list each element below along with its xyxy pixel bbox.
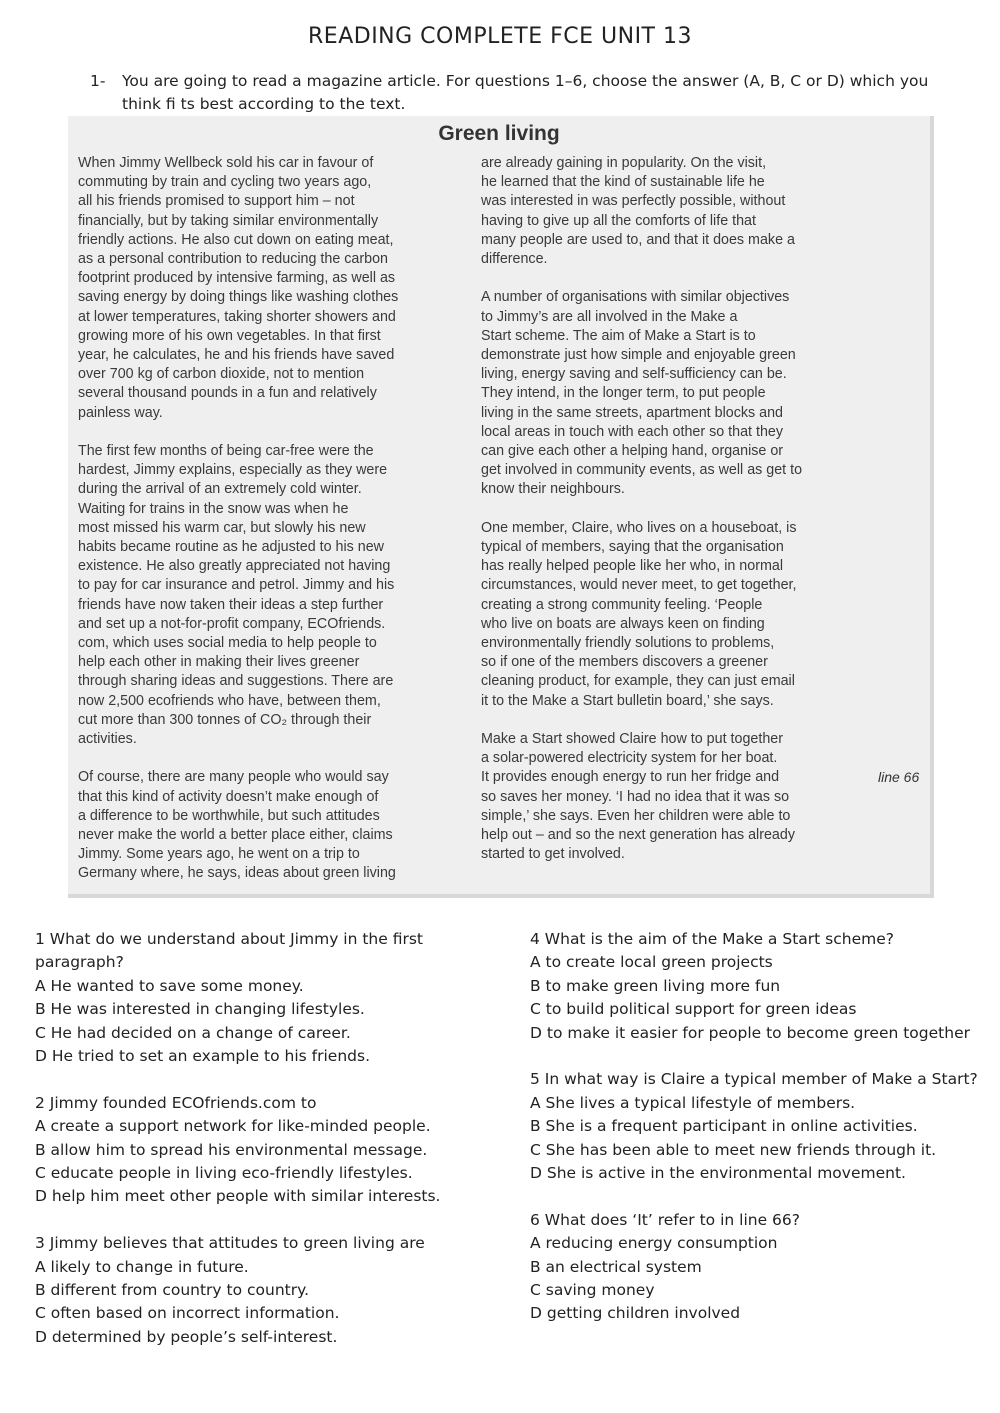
line-reference: line 66 [878, 769, 920, 785]
article-column-left [78, 154, 468, 903]
answer-option: D He tried to set an example to his friends. [35, 1047, 370, 1066]
questions-column-right [530, 928, 1000, 1349]
instruction-text: You are going to read a magazine article. For questions 1–6, choose the answer (A, B, C or D) which you think fi ts best according to the text. [122, 72, 929, 113]
question-stem: 2 Jimmy founded ECOfriends.com to [35, 1093, 317, 1112]
answer-option: B He was interested in changing lifestyles. [35, 1000, 365, 1019]
answer-option: C educate people in living eco-friendly lifestyles. [35, 1164, 413, 1183]
answer-option: D determined by people’s self-interest. [35, 1327, 338, 1346]
question [35, 928, 505, 1068]
article-box [68, 116, 934, 898]
answer-option: A to create local green projects [530, 953, 773, 972]
questions-column-left [35, 928, 505, 1373]
answer-option: C He had decided on a change of career. [35, 1023, 351, 1042]
answer-option: C often based on incorrect information. [35, 1304, 340, 1323]
answer-option: C saving money [530, 1281, 655, 1300]
question-stem: 3 Jimmy believes that attitudes to green living are [35, 1234, 425, 1253]
article-paragraph: A number of organisations with similar objectives to Jimmy’s are all involved in the Make a Start scheme. The aim of Make a Start is to demonstrate just how simple and enjoyable green living, energy saving and self-sufficiency can be. They intend, in the longer term, to put people living in the same streets, apartment blocks and local areas in touch with each other so that they can give each other a helping hand, organise or get involved in community events, as well as get to know their neighbours. [481, 289, 803, 498]
article-paragraph: Of course, there are many people who would say that this kind of activity doesn’t make enough of a difference to be worthwhile, but such attitudes never make the world a better place either, claims Jimmy. Some years ago, he went on a trip to Germany where, he says, ideas about green living [78, 769, 396, 882]
article-paragraph: The first few months of being car-free were the hardest, Jimmy explains, especially as they were during the arrival of an extremely cold winter. Waiting for trains in the snow was when he most missed his warm car, but slowly his new habits became routine as he adjusted to his new existence. He also greatly appreciated not having to pay for car insurance and petrol. Jimmy and his friends have now taken their ideas a step further and set up a not-for-profit company, ECOfriends. com, which uses social media to help people to help each other in making their lives greener through sharing ideas and suggestions. There are now 2,500 ecofriends who have, between them, cut more than 300 tonnes of CO₂ through their activities. [78, 443, 395, 748]
question [530, 1068, 1000, 1185]
question-stem: 1 What do we understand about Jimmy in the first paragraph? [35, 930, 423, 972]
answer-option: D to make it easier for people to become green together [530, 1023, 970, 1042]
article-paragraph: are already gaining in popularity. On the visit, he learned that the kind of sustainable life he was interested in was perfectly possible, without having to give up all the comforts of life that many people are used to, and that it does make a difference. [481, 155, 795, 268]
answer-option: C to build political support for green ideas [530, 1000, 857, 1019]
question [35, 1232, 505, 1349]
answer-option: A create a support network for like-minded people. [35, 1117, 431, 1136]
question-stem: 6 What does ‘It’ refer to in line 66? [530, 1210, 800, 1229]
answer-option: B allow him to spread his environmental message. [35, 1140, 428, 1159]
article-title: Green living [438, 122, 560, 145]
question-stem: 4 What is the aim of the Make a Start scheme? [530, 930, 894, 948]
answer-option: A She lives a typical lifestyle of members. [530, 1093, 856, 1112]
instructions [90, 70, 970, 116]
instruction-number: 1- [90, 72, 106, 90]
article-paragraph: One member, Claire, who lives on a houseboat, is typical of members, saying that the organisation has really helped people like her who, in normal circumstances, would never meet, to get together, creating a strong community feeling. ‘People who live on boats are always keen on finding environmentally friendly solutions to problems, so if one of the members discovers a greener cleaning product, for example, they can just email it to the Make a Start bulletin board,’ she says. [481, 519, 797, 709]
page-title: READING COMPLETE FCE UNIT 13 [308, 24, 692, 49]
article-column-right [481, 154, 871, 884]
answer-option: D She is active in the environmental movement. [530, 1164, 906, 1183]
answer-option: A reducing energy consumption [530, 1234, 778, 1253]
question [530, 1209, 1000, 1326]
answer-option: A He wanted to save some money. [35, 976, 304, 995]
answer-option: D getting children involved [530, 1304, 741, 1323]
article-paragraph: When Jimmy Wellbeck sold his car in favour of commuting by train and cycling two years ago, all his friends promised to support him – not financially, but by taking similar environmentally friendly actions. He also cut down on eating meat, as a personal contribution to reducing the carbon footprint produced by intensive farming, as well as saving energy by doing things like washing clothes at lower temperatures, taking shorter showers and growing more of his own vegetables. In that first year, he calculates, he and his friends have saved over 700 kg of carbon dioxide, not to mention several thousand pounds in a fun and relatively painless way. [78, 155, 399, 421]
answer-option: A likely to change in future. [35, 1257, 249, 1276]
answer-option: B different from country to country. [35, 1281, 309, 1300]
answer-option: B to make green living more fun [530, 976, 781, 995]
question [530, 928, 1000, 1045]
answer-option: B She is a frequent participant in online activities. [530, 1117, 918, 1136]
answer-option: B an electrical system [530, 1257, 702, 1276]
answer-option: C She has been able to meet new friends through it. [530, 1140, 937, 1159]
article-paragraph: Make a Start showed Claire how to put together a solar-powered electricity system for her boat. It provides enough energy to run her fridge and so saves her money. ‘I had no idea that it was so simple,’ she says. Even her children were able to help out – and so the next generation has already started to get involved. [481, 731, 795, 863]
question-stem: 5 In what way is Claire a typical member of Make a Start? [530, 1070, 978, 1089]
question [35, 1092, 505, 1209]
answer-option: D help him meet other people with similar interests. [35, 1187, 441, 1206]
